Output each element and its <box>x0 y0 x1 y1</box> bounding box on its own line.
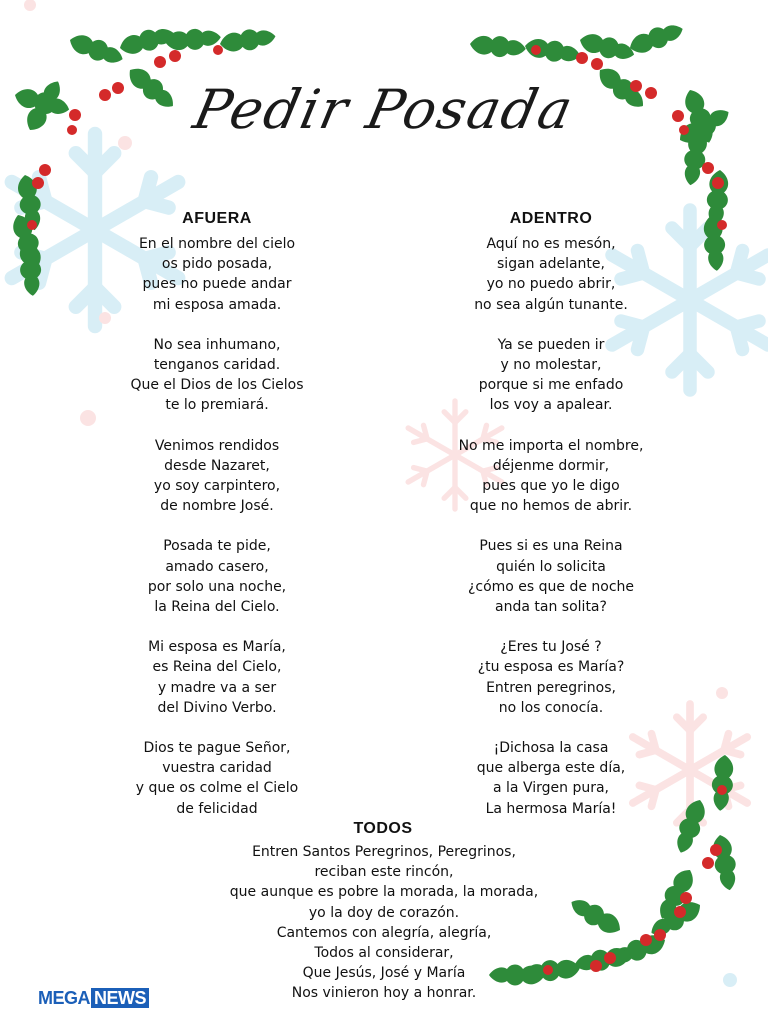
verse-line: que no hemos de abrir. <box>469 498 633 515</box>
stanza <box>401 234 701 315</box>
stanza <box>67 536 367 617</box>
verse-line: Cantemos con alegría, alegría, <box>276 924 492 941</box>
verse-line: ¿cómo es que de noche <box>467 578 635 595</box>
afuera-heading: AFUERA <box>182 210 252 227</box>
stanza <box>67 738 367 819</box>
stanza <box>401 637 701 718</box>
verse-line: Entren Santos Peregrinos, Peregrinos, <box>252 844 516 860</box>
verse-line: porque si me enfado <box>478 377 624 394</box>
verse-line: Entren peregrinos, <box>486 679 616 696</box>
verse-line: yo soy carpintero, <box>153 478 281 495</box>
verse-line: la Reina del Cielo. <box>154 599 280 616</box>
verse-line: y madre va a ser <box>157 679 277 696</box>
meganews-logo <box>38 988 149 1009</box>
verse-line: sigan adelante, <box>497 256 605 273</box>
stanza <box>67 637 367 718</box>
verse-line: anda tan solita? <box>495 599 607 616</box>
verse-line: yo no puedo abrir, <box>486 276 616 293</box>
verse-line: Aquí no es mesón, <box>486 236 616 252</box>
stanza <box>67 335 367 416</box>
verse-line: es Reina del Cielo, <box>152 659 282 676</box>
verse-line: por solo una noche, <box>147 578 287 595</box>
verse-line: vuestra caridad <box>162 760 272 777</box>
verse-line: ¿Eres tu José ? <box>500 639 602 656</box>
verse-line: tenganos caridad. <box>153 357 281 374</box>
verse-line: déjenme dormir, <box>492 457 610 474</box>
verse-line: Pues si es una Reina <box>479 538 623 555</box>
stanza <box>401 738 701 819</box>
verse-line: reciban este rincón, <box>314 864 454 881</box>
verse-line: te lo premiará. <box>165 397 269 414</box>
verse-line: Que Jesús, José y María <box>302 965 466 982</box>
stanza <box>67 234 367 315</box>
adentro-heading: ADENTRO <box>509 210 593 227</box>
verse-line: Dios te pague Señor, <box>143 740 291 757</box>
verse-line: y que os colme el Cielo <box>135 780 299 797</box>
todos-heading: TODOS <box>353 820 413 837</box>
page-title: Pedir Posada <box>188 78 580 141</box>
verse-line: desde Nazaret, <box>164 457 270 474</box>
verse-line: Venimos rendidos <box>154 437 280 454</box>
verse-line: y no molestar, <box>500 357 602 374</box>
verse-line: que alberga este día, <box>476 760 626 777</box>
verse-line: Todos al considerar, <box>314 945 454 962</box>
verse-line: yo la doy de corazón. <box>308 904 460 921</box>
verse-line: de nombre José. <box>160 498 274 515</box>
verse-line: En el nombre del cielo <box>138 236 296 252</box>
stanza <box>401 436 701 517</box>
stanza <box>67 436 367 517</box>
verse-line: os pido posada, <box>161 256 273 273</box>
logo-part-mega: MEGA <box>38 988 90 1008</box>
verse-line: Posada te pide, <box>163 538 271 555</box>
verse-line: ¡Dichosa la casa <box>493 740 609 757</box>
verse-line: quién lo solicita <box>496 558 606 575</box>
verse-line: no los conocía. <box>498 699 604 716</box>
verse-line: Que el Dios de los Cielos <box>130 377 304 394</box>
verse-line: La hermosa María! <box>485 800 617 817</box>
verse-line: No sea inhumano, <box>153 336 281 353</box>
verse-line: Nos vinieron hoy a honrar. <box>291 985 477 1002</box>
verse-line: mi esposa amada. <box>152 296 282 313</box>
verse-line: que aunque es pobre la morada, la morada, <box>229 884 539 901</box>
verse-line: de felicidad <box>176 800 258 817</box>
adentro-column <box>401 208 701 839</box>
verse-line: del Divino Verbo. <box>157 699 277 716</box>
stanza <box>401 536 701 617</box>
afuera-column <box>67 208 367 839</box>
verse-line: los voy a apalear. <box>489 397 613 414</box>
verse-line: Mi esposa es María, <box>148 639 286 656</box>
verse-line: no sea algún tunante. <box>474 296 628 313</box>
verse-line: pues no puede andar <box>142 276 292 293</box>
verse-line: pues que yo le digo <box>482 478 620 495</box>
verse-line: Ya se pueden ir <box>497 336 605 353</box>
todos-section <box>0 818 768 1004</box>
logo-part-news: NEWS <box>91 988 149 1008</box>
verse-line: amado casero, <box>165 558 269 575</box>
verse-line: No me importa el nombre, <box>458 437 644 454</box>
verse-line: ¿tu esposa es María? <box>477 659 625 676</box>
stanza <box>401 335 701 416</box>
verse-line: a la Virgen pura, <box>493 780 609 797</box>
